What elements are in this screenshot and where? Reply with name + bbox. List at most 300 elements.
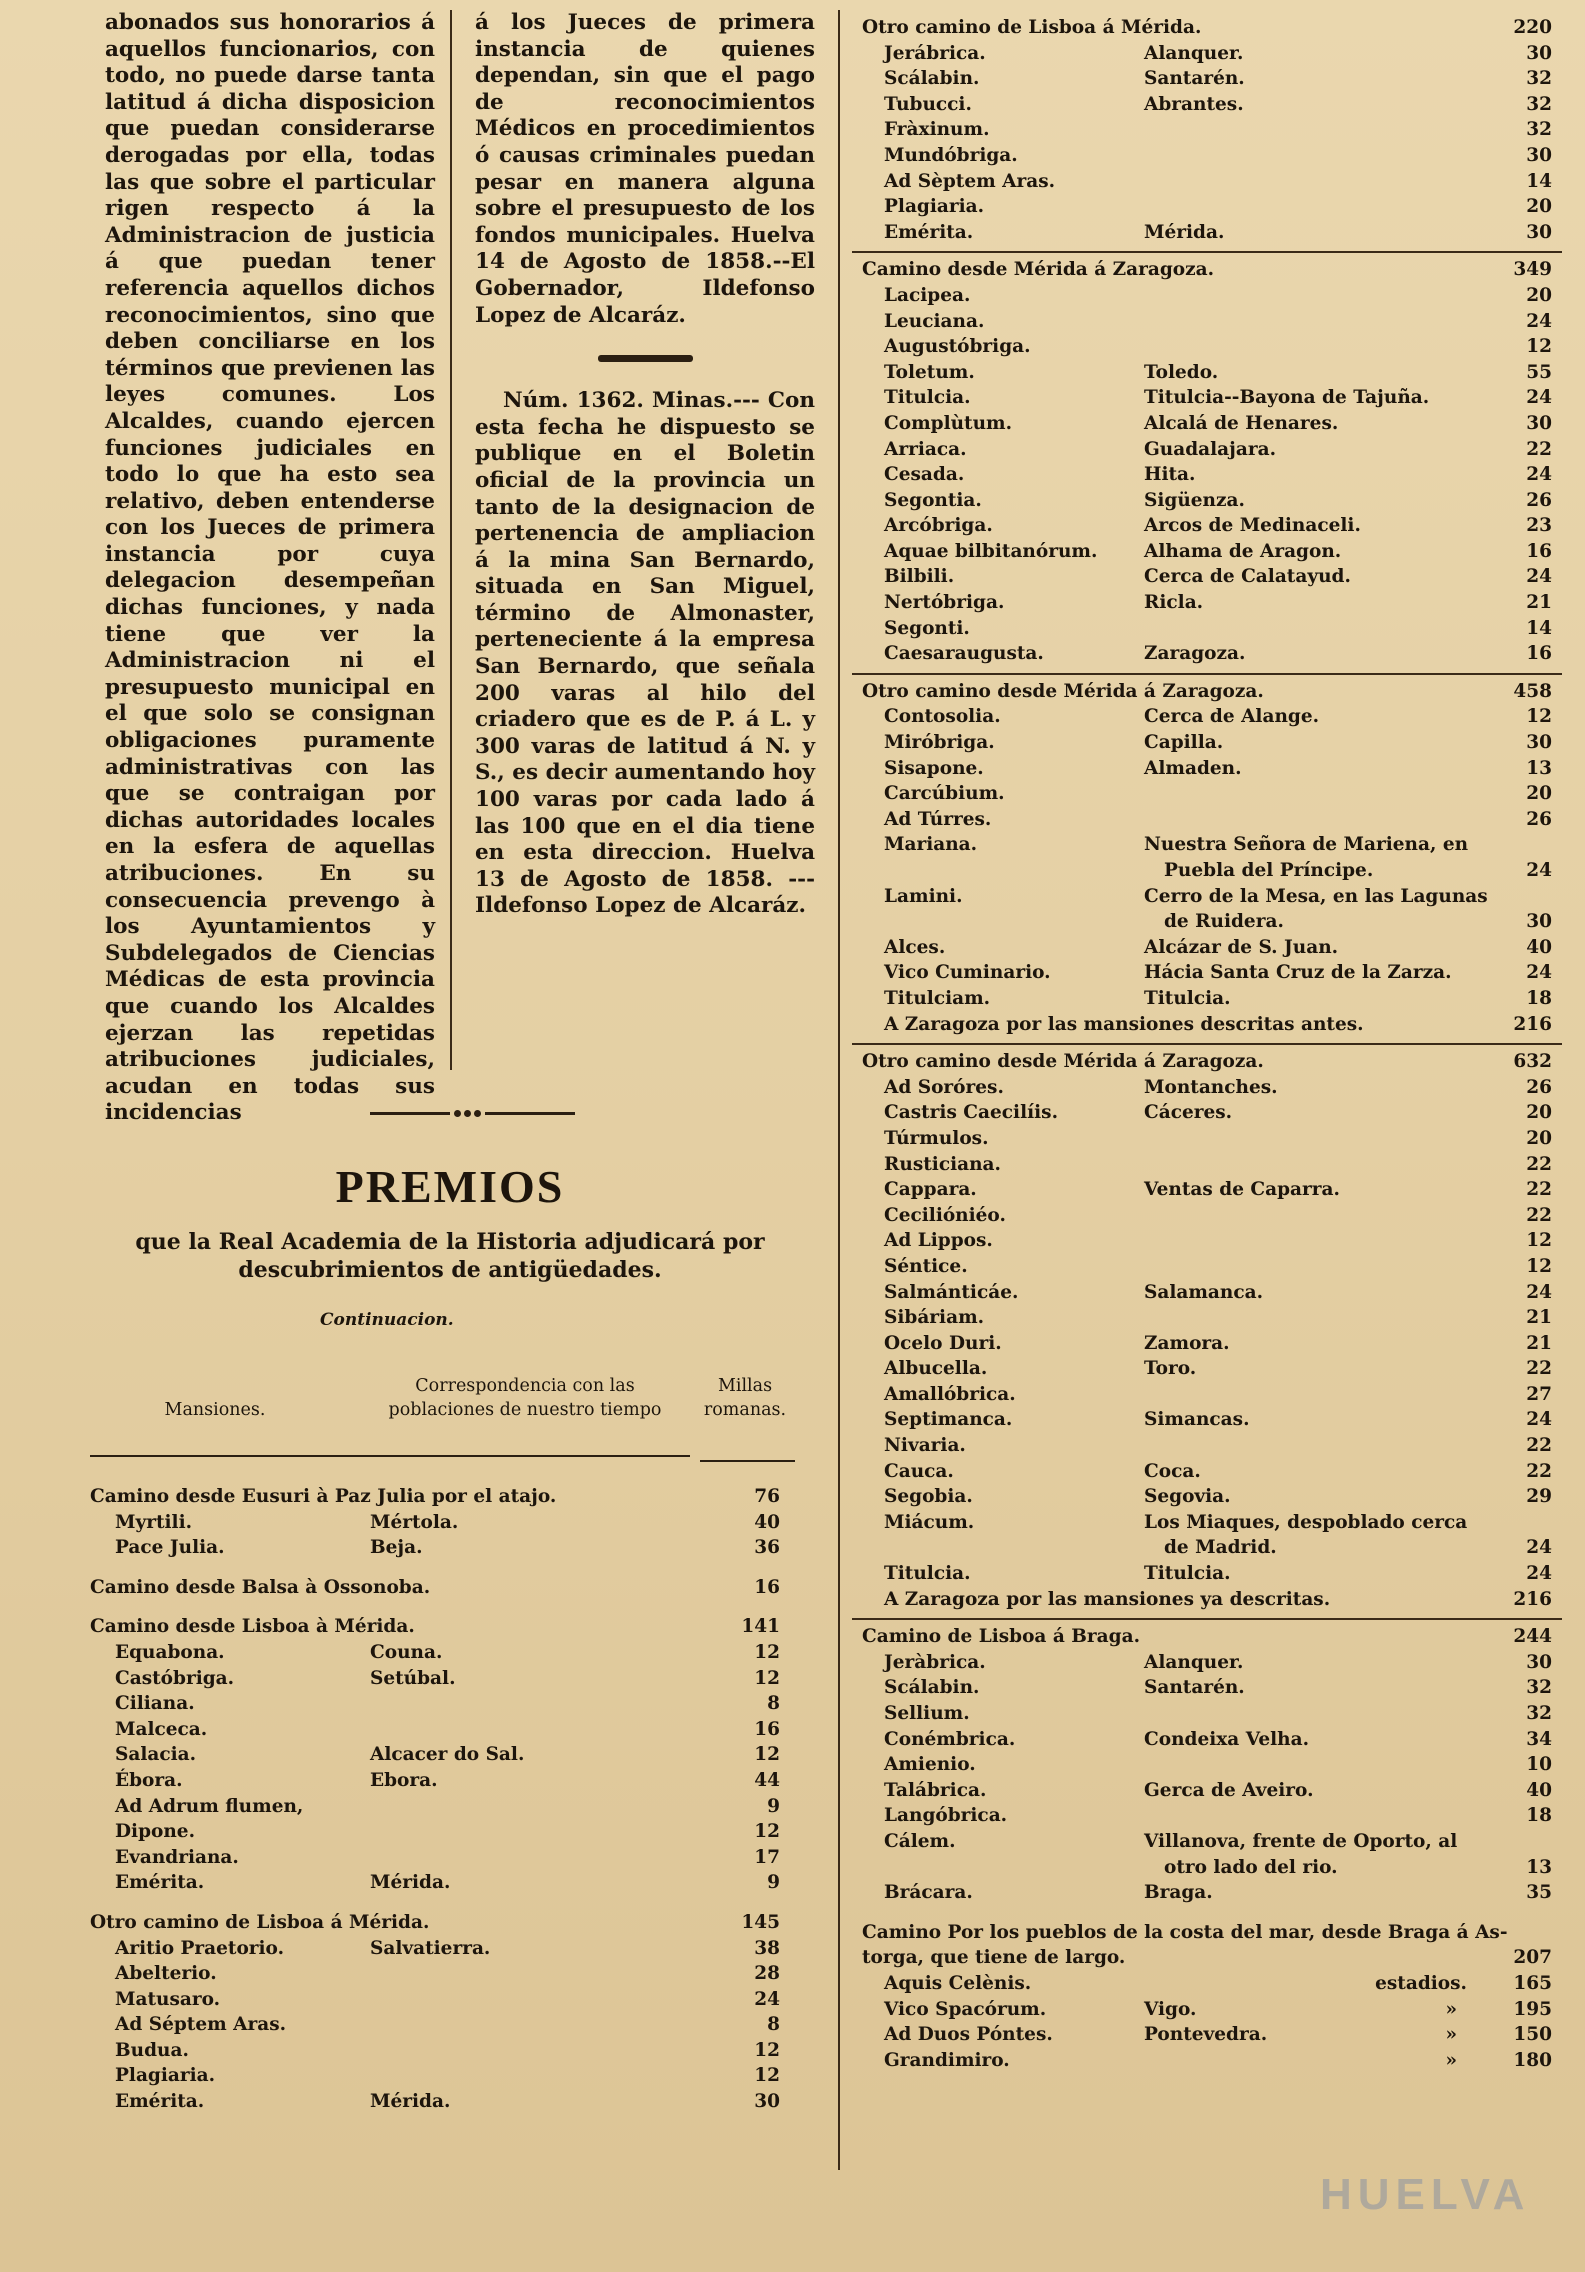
mansion-row bbox=[862, 334, 1552, 360]
mansion-name: Amallóbrica. bbox=[884, 1383, 1016, 1405]
modern-place: Santarén. bbox=[1144, 1677, 1245, 1699]
modern-place: Almaden. bbox=[1144, 757, 1242, 779]
mansion-name: Segobia. bbox=[884, 1486, 973, 1508]
mansion-row bbox=[90, 1691, 780, 1717]
miles-value: 20 bbox=[1526, 1127, 1552, 1149]
miles-value: 21 bbox=[1526, 1332, 1552, 1354]
mansion-row bbox=[862, 781, 1552, 807]
mansion-name: Ébora. bbox=[115, 1769, 183, 1791]
mansion-row bbox=[862, 884, 1552, 910]
miles-value: 24 bbox=[1526, 464, 1552, 486]
modern-place: Alanquer. bbox=[1144, 1651, 1244, 1673]
miles-value: 26 bbox=[1526, 489, 1552, 511]
mansion-name: Emérita. bbox=[115, 1872, 205, 1894]
miles-value: 12 bbox=[1526, 1255, 1552, 1277]
modern-place: Coca. bbox=[1144, 1460, 1201, 1482]
miles-value: 13 bbox=[1526, 757, 1552, 779]
miles-value: 22 bbox=[1526, 1460, 1552, 1482]
mansion-row bbox=[862, 1675, 1552, 1701]
mansion-name: Túrmulos. bbox=[884, 1127, 989, 1149]
mansion-row bbox=[862, 309, 1552, 335]
miles-value: 12 bbox=[754, 1744, 780, 1766]
mansion-name: Ad Sèptem Aras. bbox=[884, 170, 1056, 192]
mansion-row bbox=[862, 1100, 1552, 1126]
route-name: Otro camino desde Mérida á Zaragoza. bbox=[862, 680, 1264, 702]
mansion-row bbox=[862, 1587, 1552, 1613]
miles-value: 32 bbox=[1526, 93, 1552, 115]
miles-value: 14 bbox=[1526, 617, 1552, 639]
miles-value: 21 bbox=[1526, 592, 1552, 614]
mansion-name: Sibáriam. bbox=[884, 1307, 985, 1329]
modern-place: Hácia Santa Cruz de la Zarza. bbox=[1144, 962, 1452, 984]
miles-value: 24 bbox=[754, 1988, 780, 2010]
mansion-name: A Zaragoza por las mansiones ya descritas. bbox=[884, 1588, 1331, 1610]
mansion-row bbox=[862, 986, 1552, 1012]
ditto-mark: » bbox=[1445, 2049, 1457, 2071]
mansion-name: Complùtum. bbox=[884, 412, 1013, 434]
mansion-row bbox=[862, 1880, 1552, 1906]
mansion-name: A Zaragoza por las mansiones descritas antes. bbox=[884, 1013, 1364, 1035]
mansion-row bbox=[862, 1829, 1552, 1855]
mansion-name: Ocelo Duri. bbox=[884, 1332, 1002, 1354]
mansion-name: Scálabin. bbox=[884, 68, 980, 90]
mansion-name: Albucella. bbox=[884, 1358, 988, 1380]
mansion-row bbox=[862, 730, 1552, 756]
mansion-name: Ad Duos Póntes. bbox=[884, 2024, 1053, 2046]
mansion-row bbox=[90, 2038, 780, 2064]
miles-value: 12 bbox=[1526, 336, 1552, 358]
mansion-name: Amienio. bbox=[884, 1754, 976, 1776]
miles-value: 195 bbox=[1513, 1998, 1552, 2020]
miles-value: 165 bbox=[1513, 1972, 1552, 1994]
modern-place: Villanova, frente de Oporto, al bbox=[1144, 1830, 1458, 1852]
mansion-name: Titulcia. bbox=[884, 1563, 971, 1585]
route-row bbox=[862, 257, 1552, 283]
mansion-name: Aquae bilbitanórum. bbox=[884, 540, 1098, 562]
mansion-row bbox=[862, 143, 1552, 169]
modern-place: Guadalajara. bbox=[1144, 438, 1277, 460]
miles-value: 30 bbox=[1526, 1651, 1552, 1673]
miles-value: 16 bbox=[1526, 643, 1552, 665]
mansion-row bbox=[90, 1845, 780, 1871]
modern-place: Los Miaques, despoblado cerca bbox=[1144, 1511, 1468, 1533]
mansion-name: Cecilióniéo. bbox=[884, 1204, 1006, 1226]
mansion-row bbox=[862, 385, 1552, 411]
ditto-mark: » bbox=[1445, 1998, 1457, 2020]
route-row bbox=[90, 1484, 780, 1510]
mansion-row bbox=[862, 1803, 1552, 1829]
section-rule bbox=[852, 1618, 1562, 1620]
table-gap bbox=[90, 1600, 780, 1614]
mansion-row bbox=[862, 858, 1552, 884]
mansion-row bbox=[862, 909, 1552, 935]
modern-place: de Madrid. bbox=[1164, 1537, 1277, 1559]
mansion-name: Leuciana. bbox=[884, 310, 985, 332]
mansion-name: Dipone. bbox=[115, 1821, 196, 1843]
miles-value: 9 bbox=[767, 1795, 780, 1817]
section-rule bbox=[852, 1043, 1562, 1045]
mansion-name: Evandriana. bbox=[115, 1846, 239, 1868]
modern-place: Toro. bbox=[1144, 1358, 1197, 1380]
modern-place: Mérida. bbox=[370, 2091, 451, 2113]
mansion-row bbox=[862, 960, 1552, 986]
mansion-name: Segontia. bbox=[884, 489, 982, 511]
mansion-row bbox=[862, 807, 1552, 833]
miles-value: 349 bbox=[1513, 259, 1552, 281]
modern-place: Montanches. bbox=[1144, 1076, 1278, 1098]
mansion-name: Carcúbium. bbox=[884, 783, 1005, 805]
modern-place: Arcos de Medinaceli. bbox=[1144, 515, 1361, 537]
modern-place: Segovia. bbox=[1144, 1486, 1231, 1508]
mansion-name: Ad Soróres. bbox=[884, 1076, 1004, 1098]
column-2-text bbox=[475, 10, 815, 920]
mansion-row bbox=[90, 1961, 780, 1987]
miles-value: 35 bbox=[1526, 1882, 1552, 1904]
mansion-row bbox=[862, 1254, 1552, 1280]
mansion-row bbox=[862, 1459, 1552, 1485]
mansion-name: Emérita. bbox=[115, 2091, 205, 2113]
mansion-row bbox=[862, 935, 1552, 961]
mansion-name: Jerábrica. bbox=[884, 42, 986, 64]
mansion-name: Malceca. bbox=[115, 1718, 208, 1740]
mansion-row bbox=[90, 1666, 780, 1692]
miles-value: 27 bbox=[1526, 1383, 1552, 1405]
miles-value: 30 bbox=[1526, 221, 1552, 243]
modern-place: Hita. bbox=[1144, 464, 1196, 486]
mansion-row bbox=[862, 92, 1552, 118]
modern-place: Santarén. bbox=[1144, 68, 1245, 90]
mansiones-table-left bbox=[90, 1484, 780, 2115]
miles-value: 24 bbox=[1526, 1563, 1552, 1585]
mansion-name: Mundóbriga. bbox=[884, 144, 1018, 166]
miles-value: 16 bbox=[1526, 540, 1552, 562]
mansion-row bbox=[90, 2089, 780, 2115]
header-rule bbox=[90, 1455, 690, 1457]
mansion-name: Myrtili. bbox=[115, 1511, 193, 1533]
miles-value: 24 bbox=[1526, 962, 1552, 984]
miles-value: 30 bbox=[1526, 42, 1552, 64]
mansion-row bbox=[862, 1331, 1552, 1357]
mansion-row bbox=[862, 462, 1552, 488]
mansion-row bbox=[862, 488, 1552, 514]
miles-value: 34 bbox=[1526, 1728, 1552, 1750]
miles-value: 12 bbox=[754, 1667, 780, 1689]
column-header-millas: Millas romanas. bbox=[703, 1376, 787, 1420]
mansion-row bbox=[90, 1640, 780, 1666]
mansion-row bbox=[862, 1203, 1552, 1229]
modern-place: Condeixa Velha. bbox=[1144, 1728, 1310, 1750]
continuation-label: Continuacion. bbox=[320, 1310, 454, 1330]
section-rule bbox=[852, 251, 1562, 253]
mansion-row bbox=[862, 1152, 1552, 1178]
miles-value: 24 bbox=[1526, 1281, 1552, 1303]
mansion-name: Plagiaria. bbox=[884, 196, 985, 218]
mansion-row bbox=[90, 2063, 780, 2089]
mansion-name: Emérita. bbox=[884, 221, 974, 243]
miles-value: 12 bbox=[754, 1821, 780, 1843]
mansion-row bbox=[862, 590, 1552, 616]
mansion-name: Conémbrica. bbox=[884, 1728, 1016, 1750]
mansion-name: Cauca. bbox=[884, 1460, 954, 1482]
mansion-name: Vico Cuminario. bbox=[884, 962, 1051, 984]
modern-place: Gerca de Aveiro. bbox=[1144, 1779, 1314, 1801]
modern-place: otro lado del rio. bbox=[1164, 1856, 1338, 1878]
modern-place: Titulcia. bbox=[1144, 1563, 1231, 1585]
mansion-name: Nertóbriga. bbox=[884, 592, 1005, 614]
header-rule bbox=[700, 1460, 795, 1462]
miles-value: 30 bbox=[1526, 412, 1552, 434]
mansion-row bbox=[862, 756, 1552, 782]
route-name: Camino Por los pueblos de la costa del mar, desde Braga á As- bbox=[862, 1921, 1508, 1943]
mansion-name: Cálem. bbox=[884, 1830, 956, 1852]
miles-value: 632 bbox=[1513, 1051, 1552, 1073]
table-gap bbox=[90, 1896, 780, 1910]
modern-place: Alcalá de Henares. bbox=[1144, 412, 1339, 434]
route-row bbox=[862, 679, 1552, 705]
mansion-name: Langóbrica. bbox=[884, 1805, 1008, 1827]
mansion-row bbox=[862, 1650, 1552, 1676]
mansion-name: Augustóbriga. bbox=[884, 336, 1031, 358]
mansion-row bbox=[862, 1752, 1552, 1778]
mansion-name: Alces. bbox=[884, 936, 946, 958]
miles-value: 21 bbox=[1526, 1307, 1552, 1329]
paragraph: Núm. 1362. Minas.--- Con esta fecha he dispuesto se publique en el Boletin oficial de la provincia un tanto de la designacion de pertenencia de ampliacion á la mina San Bernardo, situada en San Miguel, término de Almonaster, perteneciente á la empresa San Bernardo, que señala 200 varas al hilo del criadero que es de P. á L. y 300 varas de latitud á N. y S., es decir aumentando hoy 100 varas por cada lado á las 100 que en el dia tiene en esta direccion. Huelva 13 de Agosto de 1858. ---Ildefonso Lopez de Alcaráz. bbox=[475, 388, 815, 919]
mansion-row bbox=[862, 1727, 1552, 1753]
route-row bbox=[90, 1910, 780, 1936]
mansion-name: Aritio Praetorio. bbox=[115, 1937, 285, 1959]
column-divider bbox=[450, 10, 452, 1070]
modern-place: Zamora. bbox=[1144, 1332, 1230, 1354]
miles-value: 24 bbox=[1526, 566, 1552, 588]
miles-value: 12 bbox=[1526, 706, 1552, 728]
mansion-row bbox=[862, 1997, 1552, 2023]
table-gap bbox=[90, 1561, 780, 1575]
route-row bbox=[862, 1945, 1552, 1971]
mansion-row bbox=[862, 411, 1552, 437]
mansion-row bbox=[862, 437, 1552, 463]
mansion-name: Cappara. bbox=[884, 1179, 977, 1201]
miles-value: 24 bbox=[1526, 310, 1552, 332]
mansion-name: Sisapone. bbox=[884, 757, 984, 779]
mansion-name: Salacia. bbox=[115, 1744, 197, 1766]
miles-value: 22 bbox=[1526, 1204, 1552, 1226]
mansion-name: Rusticiana. bbox=[884, 1153, 1001, 1175]
miles-value: 22 bbox=[1526, 438, 1552, 460]
mansion-name: Sellium. bbox=[884, 1703, 970, 1724]
miles-value: 216 bbox=[1513, 1588, 1552, 1610]
miles-value: 18 bbox=[1526, 987, 1552, 1009]
column-header-correspondencia: Correspondencia con las poblaciones de nuestro tiempo bbox=[388, 1376, 662, 1420]
miles-value: 180 bbox=[1513, 2049, 1552, 2071]
stamp-text: HUELVA bbox=[1320, 2170, 1531, 2219]
mansion-row bbox=[90, 1936, 780, 1962]
miles-value: 12 bbox=[754, 2065, 780, 2087]
mansion-name: Séntice. bbox=[884, 1255, 968, 1277]
modern-place: Salvatierra. bbox=[370, 1937, 491, 1959]
table-gap bbox=[862, 1906, 1552, 1920]
paragraph: á los Jueces de primera instancia de quienes dependan, sin que el pago de reconocimientos Médicos en procedimientos ó causas criminales puedan pesar en manera alguna sobre el presupuesto de los fondos municipales. Huelva 14 de Agosto de 1858.--El Gobernador, Ildefonso Lopez de Alcaráz. bbox=[475, 10, 815, 328]
modern-place: de Ruidera. bbox=[1164, 911, 1284, 933]
mansion-row bbox=[90, 1870, 780, 1896]
miles-value: 22 bbox=[1526, 1179, 1552, 1201]
miles-value: 26 bbox=[1526, 1076, 1552, 1098]
mansion-name: Grandimiro. bbox=[884, 2049, 1010, 2071]
modern-place: Setúbal. bbox=[370, 1667, 456, 1689]
miles-value: 30 bbox=[1526, 732, 1552, 754]
mansion-row bbox=[862, 1407, 1552, 1433]
mansion-row bbox=[862, 564, 1552, 590]
mansion-row bbox=[90, 1768, 780, 1794]
mansion-name: Fràxinum. bbox=[884, 119, 990, 141]
modern-place: Abrantes. bbox=[1144, 93, 1244, 115]
mansion-row bbox=[90, 1742, 780, 1768]
route-row bbox=[862, 1920, 1552, 1946]
route-row bbox=[90, 1614, 780, 1640]
modern-place: Simancas. bbox=[1144, 1409, 1250, 1431]
mansion-row bbox=[862, 283, 1552, 309]
mansion-row bbox=[862, 704, 1552, 730]
mansion-name: Abelterio. bbox=[115, 1963, 217, 1985]
mansion-row bbox=[90, 1819, 780, 1845]
mansion-name: Aquis Celènis. bbox=[884, 1972, 1032, 1994]
mansion-name: Equabona. bbox=[115, 1641, 225, 1663]
modern-place: Cerca de Alange. bbox=[1144, 706, 1320, 728]
mansion-row bbox=[862, 1126, 1552, 1152]
mansion-name: Mariana. bbox=[884, 834, 978, 856]
route-name: Otro camino de Lisboa á Mérida. bbox=[90, 1911, 430, 1933]
mansion-row bbox=[862, 1971, 1552, 1997]
mansion-name: Castris Caecilíis. bbox=[884, 1102, 1059, 1124]
miles-value: 14 bbox=[1526, 170, 1552, 192]
mansion-row bbox=[862, 1356, 1552, 1382]
miles-value: 40 bbox=[1526, 1779, 1552, 1801]
mansion-row bbox=[862, 539, 1552, 565]
miles-value: 28 bbox=[754, 1963, 780, 1985]
mansion-row bbox=[90, 1717, 780, 1743]
mansion-name: Contosolia. bbox=[884, 706, 1001, 728]
mansion-row bbox=[90, 1510, 780, 1536]
library-stamp bbox=[1320, 2170, 1530, 2250]
miles-value: 150 bbox=[1513, 2024, 1552, 2046]
miles-value: 24 bbox=[1526, 1409, 1552, 1431]
miles-value: 141 bbox=[741, 1616, 780, 1638]
miles-value: 207 bbox=[1513, 1947, 1552, 1969]
miles-value: 20 bbox=[1526, 196, 1552, 218]
mansion-name: Scálabin. bbox=[884, 1677, 980, 1699]
miles-value: 9 bbox=[767, 1872, 780, 1894]
mansion-row bbox=[862, 2048, 1552, 2074]
mansion-name: Arriaca. bbox=[884, 438, 967, 460]
modern-place: Titulcia. bbox=[1144, 987, 1231, 1009]
modern-place: Pontevedra. bbox=[1144, 2024, 1268, 2046]
modern-place: Ventas de Caparra. bbox=[1144, 1179, 1340, 1201]
route-row bbox=[90, 1575, 780, 1601]
modern-place: Nuestra Señora de Mariena, en bbox=[1144, 834, 1469, 856]
miles-value: 36 bbox=[754, 1537, 780, 1559]
mansion-name: Plagiaria. bbox=[115, 2065, 216, 2087]
miles-value: 244 bbox=[1513, 1626, 1552, 1648]
route-row bbox=[862, 1049, 1552, 1075]
modern-place: Vigo. bbox=[1144, 1998, 1197, 2020]
mansion-name: Titulciam. bbox=[884, 987, 991, 1009]
modern-place: Mértola. bbox=[370, 1511, 459, 1533]
ornament-rule bbox=[370, 1110, 575, 1117]
modern-place: Capilla. bbox=[1144, 732, 1224, 754]
route-row bbox=[862, 15, 1552, 41]
route-row bbox=[862, 1624, 1552, 1650]
mansion-name: Tubucci. bbox=[884, 93, 972, 115]
mansion-row bbox=[90, 1987, 780, 2013]
mansion-row bbox=[90, 1535, 780, 1561]
route-name: Otro camino desde Mérida á Zaragoza. bbox=[862, 1051, 1264, 1073]
mansion-row bbox=[862, 513, 1552, 539]
mansion-row bbox=[862, 1012, 1552, 1038]
miles-value: 40 bbox=[754, 1511, 780, 1533]
mansion-name: Segonti. bbox=[884, 617, 970, 639]
mansion-row bbox=[862, 1855, 1552, 1881]
mansion-row bbox=[862, 1433, 1552, 1459]
miles-value: 44 bbox=[754, 1769, 780, 1791]
modern-place: Alanquer. bbox=[1144, 42, 1244, 64]
section-subtitle: que la Real Academia de la Historia adjudicará por descubrimientos de antigüedades. bbox=[135, 1229, 765, 1283]
mansion-row bbox=[862, 41, 1552, 67]
mansion-row bbox=[862, 1561, 1552, 1587]
mansion-name: Vico Spacórum. bbox=[884, 1998, 1047, 2020]
mansion-name: Bilbili. bbox=[884, 566, 955, 588]
miles-value: 29 bbox=[1526, 1486, 1552, 1508]
mansion-row bbox=[90, 1794, 780, 1820]
modern-place: Cáceres. bbox=[1144, 1102, 1233, 1124]
mansion-row bbox=[862, 1228, 1552, 1254]
mansion-name: Jeràbrica. bbox=[884, 1651, 986, 1673]
mansion-row bbox=[862, 1510, 1552, 1536]
modern-place: Couna. bbox=[370, 1641, 443, 1663]
miles-value: 13 bbox=[1526, 1856, 1552, 1878]
column-1-text bbox=[105, 10, 435, 1127]
miles-value: 32 bbox=[1526, 68, 1552, 90]
mansion-name: Arcóbriga. bbox=[884, 515, 993, 537]
mansion-row bbox=[862, 2022, 1552, 2048]
route-name: Camino de Lisboa á Braga. bbox=[862, 1626, 1141, 1648]
miles-value: 55 bbox=[1526, 361, 1552, 383]
mansion-name: Matusaro. bbox=[115, 1988, 221, 2010]
mansion-name: Ciliana. bbox=[115, 1693, 195, 1715]
ditto-mark: » bbox=[1445, 2024, 1457, 2046]
miles-value: 20 bbox=[1526, 284, 1552, 306]
miles-value: 16 bbox=[754, 1576, 780, 1598]
mansion-row bbox=[862, 1382, 1552, 1408]
modern-place: Mérida. bbox=[370, 1872, 451, 1894]
miles-value: 17 bbox=[754, 1846, 780, 1868]
column-header-mansiones: Mansiones. bbox=[164, 1400, 266, 1420]
miles-value: 24 bbox=[1526, 387, 1552, 409]
mansion-row bbox=[862, 360, 1552, 386]
route-name: Otro camino de Lisboa á Mérida. bbox=[862, 17, 1202, 38]
section-title: PREMIOS bbox=[335, 1161, 565, 1212]
miles-value: 20 bbox=[1526, 1102, 1552, 1124]
mansiones-table-right bbox=[862, 15, 1552, 2073]
modern-place: Braga. bbox=[1144, 1882, 1213, 1904]
mansion-row bbox=[862, 641, 1552, 667]
mansion-row bbox=[90, 2012, 780, 2038]
miles-value: 145 bbox=[741, 1911, 780, 1933]
mansion-row bbox=[862, 169, 1552, 195]
mansion-row bbox=[862, 1701, 1552, 1727]
miles-value: 12 bbox=[754, 2039, 780, 2061]
miles-value: 8 bbox=[767, 2014, 780, 2036]
route-name: torga, que tiene de largo. bbox=[862, 1947, 1126, 1969]
miles-value: 12 bbox=[1526, 1230, 1552, 1252]
